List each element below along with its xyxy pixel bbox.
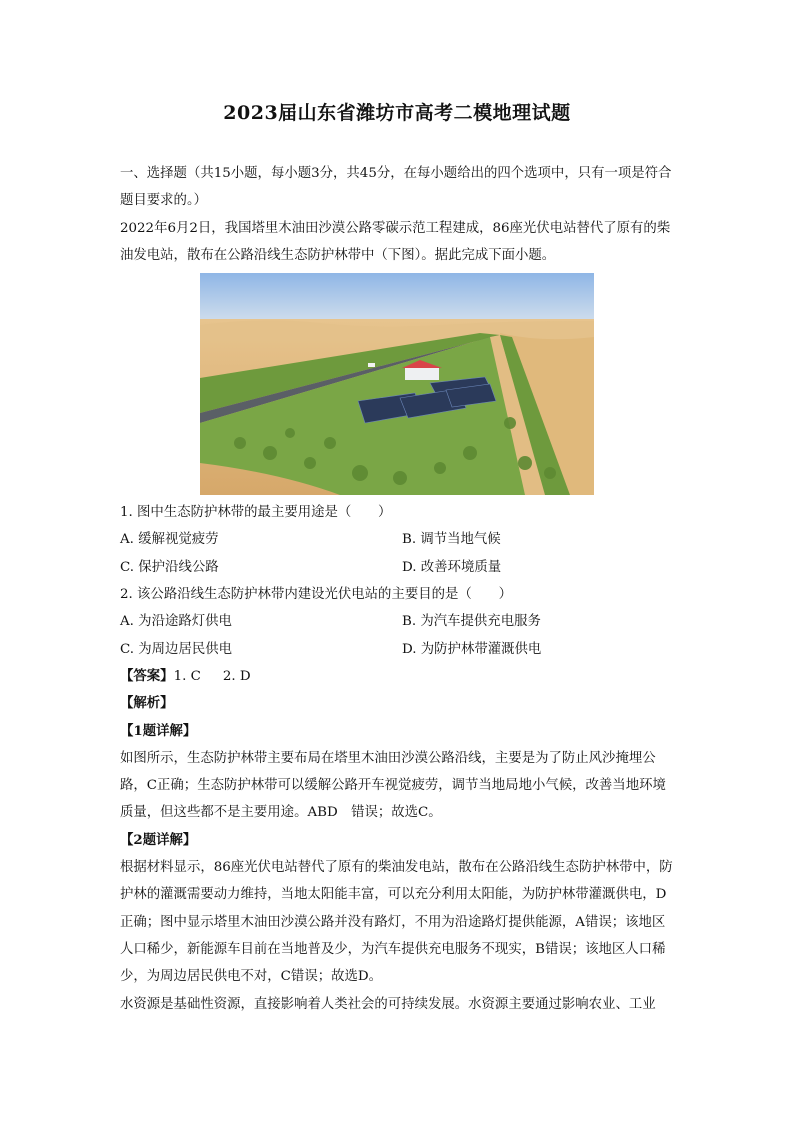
question-2-option-b[interactable]: B. 为汽车提供充电服务 (402, 614, 541, 630)
question-1-stem: 1. 图中生态防护林带的最主要用途是（ ） (120, 505, 392, 521)
question-2-option-a[interactable]: A. 为沿途路灯供电 (120, 614, 232, 630)
next-material-paragraph: 水资源是基础性资源，直接影响着人类社会的可持续发展。水资源主要通过影响农业、工业 (120, 996, 656, 1012)
question-1-option-d[interactable]: D. 改善环境质量 (402, 559, 502, 575)
question-2-option-d[interactable]: D. 为防护林带灌溉供电 (402, 641, 542, 657)
question-1-options (120, 526, 676, 581)
detail-1-text: 如图所示，生态防护林带主要布局在塔里木油田沙漠公路沿线，主要是为了防止风沙掩埋公路，C正确；生态防护林带可以缓解公路开车视觉疲劳，调节当地局地小气候，改善当地环境质量，但这些都不是主要用途。ABD 错误；故选C。 (120, 750, 666, 821)
document-body (120, 160, 676, 1018)
car (368, 363, 375, 367)
answer-2: 2. D (222, 668, 251, 684)
question-2-option-c[interactable]: C. 为周边居民供电 (120, 641, 233, 657)
desert-road-solar-photo (200, 273, 594, 495)
question-1-option-a[interactable]: A. 缓解视觉疲劳 (120, 532, 219, 548)
answer-label: 【答案】 (120, 667, 174, 684)
material-paragraph: 2022年6月2日，我国塔里木油田沙漠公路零碳示范工程建成，86座光伏电站替代了原有的柴油发电站，散布在公路沿线生态防护林带中（下图）。据此完成下面小题。 (120, 220, 671, 263)
detail-1-label: 【1题详解】 (120, 722, 197, 739)
detail-2-label: 【2题详解】 (120, 831, 197, 848)
question-1-option-b[interactable]: B. 调节当地气候 (402, 532, 501, 548)
section-intro: 一、选择题（共15小题，每小题3分，共45分，在每小题给出的四个选项中，只有一项是符合题目要求的。） (120, 166, 672, 209)
question-2-options (120, 608, 676, 663)
question-1-option-c[interactable]: C. 保护沿线公路 (120, 559, 219, 575)
question-2-stem: 2. 该公路沿线生态防护林带内建设光伏电站的主要目的是（ ） (120, 587, 512, 603)
building (405, 367, 439, 380)
analysis-label: 【解析】 (120, 695, 174, 712)
answer-1: 1. C (173, 668, 201, 684)
answer-line (120, 663, 676, 690)
detail-2-text: 根据材料显示，86座光伏电站替代了原有的柴油发电站，散布在公路沿线生态防护林带中，防护林的灌溉需要动力维持，当地太阳能丰富，可以充分利用太阳能，为防护林带灌溉供电，D正确；图中显示塔里木油田沙漠公路并没有路灯，不用为沿途路灯提供能源，A错误；该地区人口稀少，新能源车目前在当地普及少，为汽车提供充电服务不现实，B错误；该地区人口稀少，为周边居民供电不对，C错误；故选D。 (120, 860, 673, 985)
page-title: 2023届山东省潍坊市高考二模地理试题 (223, 102, 571, 124)
